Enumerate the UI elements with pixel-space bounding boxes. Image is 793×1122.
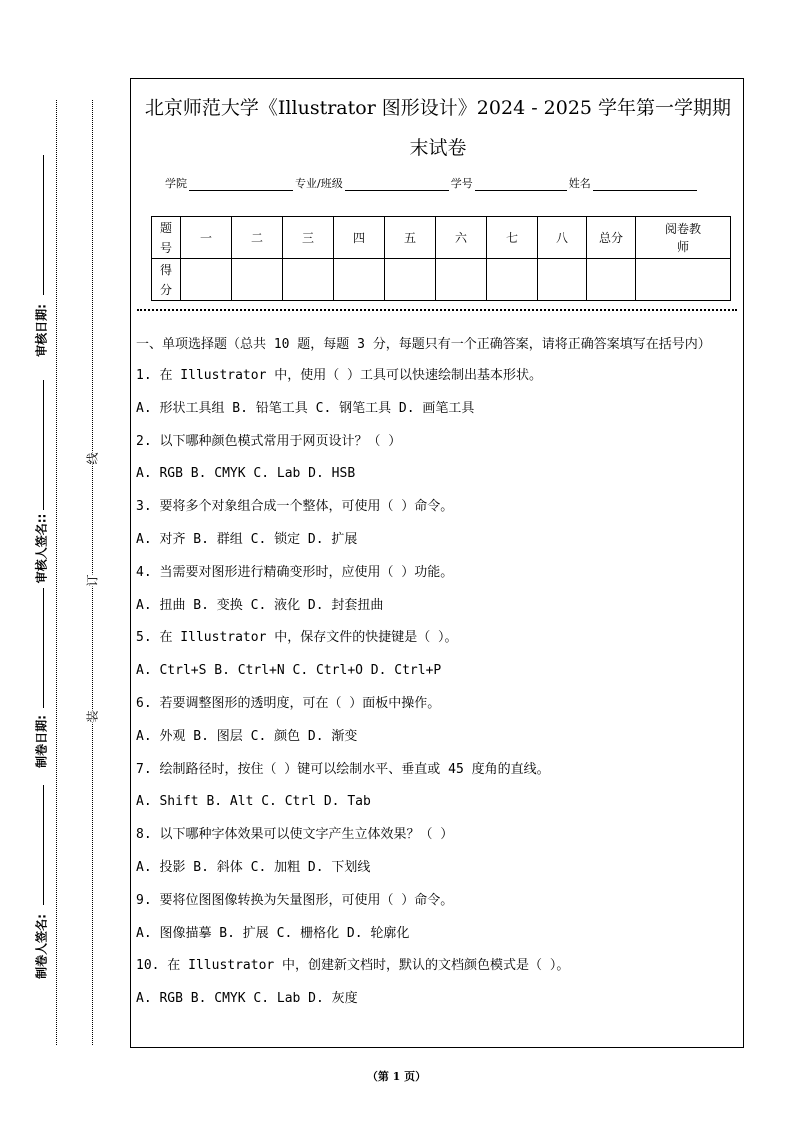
score-cell-reviewer[interactable] — [636, 259, 731, 301]
college-label: 学院 — [165, 177, 187, 190]
score-cell[interactable] — [232, 259, 283, 301]
reviewer-signature-blank — [43, 380, 44, 510]
question-options: A. Shift B. Alt C. Ctrl D. Tab — [136, 794, 371, 810]
margin-dotted-line-inner — [92, 100, 93, 1045]
question-options: A. 投影 B. 斜体 C. 加粗 D. 下划线 — [136, 859, 371, 875]
major-class-field[interactable] — [345, 178, 449, 191]
question-options: A. 扭曲 B. 变换 C. 液化 D. 封套扭曲 — [136, 597, 384, 613]
question-text: 7. 绘制路径时，按住（ ）键可以绘制水平、垂直或 45 度角的直线。 — [136, 761, 550, 777]
binding-mark-bind: 装 — [82, 710, 103, 722]
section-title: 一、单项选择题（总共 10 题，每题 3 分，每题只有一个正确答案，请将正确答案填写在括号内） — [136, 337, 711, 352]
col-8: 八 — [538, 217, 587, 259]
compiler-signature-label: 制卷人签名: — [34, 914, 49, 979]
col-2: 二 — [232, 217, 283, 259]
score-cell[interactable] — [334, 259, 385, 301]
question-text: 9. 要将位图图像转换为矢量图形，可使用（ ）命令。 — [136, 892, 454, 908]
compile-date-label: 制卷日期: — [34, 715, 49, 768]
major-class-label: 专业/班级 — [295, 177, 343, 190]
student-id-field[interactable] — [475, 178, 567, 191]
question-text: 4. 当需要对图形进行精确变形时，应使用（ ）功能。 — [136, 564, 454, 580]
name-field[interactable] — [593, 178, 697, 191]
page-number: （第 1 页） — [366, 1070, 427, 1083]
score-table — [151, 216, 731, 301]
col-reviewer: 阅卷教师 — [636, 217, 731, 259]
question-text: 5. 在 Illustrator 中，保存文件的快捷键是（ ）。 — [136, 630, 458, 646]
name-label: 姓名 — [568, 177, 591, 190]
exam-title-line2: 末试卷 — [409, 137, 467, 159]
score-row-label: 得分 — [152, 259, 181, 301]
compiler-signature-blank — [43, 785, 44, 905]
score-cell-total[interactable] — [587, 259, 636, 301]
col-7: 七 — [487, 217, 538, 259]
question-options: A. 形状工具组 B. 铅笔工具 C. 钢笔工具 D. 画笔工具 — [136, 400, 475, 416]
question-options: A. Ctrl+S B. Ctrl+N C. Ctrl+O D. Ctrl+P — [136, 663, 442, 679]
col-total: 总分 — [587, 217, 636, 259]
question-text: 3. 要将多个对象组合成一个整体，可使用（ ）命令。 — [136, 499, 454, 515]
question-options: A. 外观 B. 图层 C. 颜色 D. 渐变 — [136, 728, 358, 744]
score-cell[interactable] — [538, 259, 587, 301]
question-text: 2. 以下哪种颜色模式常用于网页设计？（ ） — [136, 433, 402, 449]
score-cell[interactable] — [283, 259, 334, 301]
score-cell[interactable] — [385, 259, 436, 301]
exam-title-line1: 北京师范大学《Illustrator 图形设计》2024 - 2025 学年第一学期期 — [144, 97, 732, 119]
review-date-label: 审核日期: — [34, 304, 49, 357]
binding-mark-line: 线 — [82, 452, 103, 464]
question-options: A. RGB B. CMYK C. Lab D. HSB — [136, 466, 356, 482]
college-field[interactable] — [189, 178, 293, 191]
question-options: A. 图像描摹 B. 扩展 C. 栅格化 D. 轮廓化 — [136, 925, 410, 941]
review-date-blank — [43, 155, 44, 295]
score-cell[interactable] — [181, 259, 232, 301]
col-1: 一 — [181, 217, 232, 259]
question-options: A. 对齐 B. 群组 C. 锁定 D. 扩展 — [136, 531, 358, 547]
student-info-row — [165, 175, 699, 191]
col-3: 三 — [283, 217, 334, 259]
score-table-header-label: 题号 — [152, 217, 181, 259]
section-single-choice — [136, 334, 736, 1022]
binding-mark-staple: 订 — [82, 574, 103, 586]
col-6: 六 — [436, 217, 487, 259]
col-4: 四 — [334, 217, 385, 259]
margin-dotted-line-outer — [56, 100, 57, 1045]
question-options: A. RGB B. CMYK C. Lab D. 灰度 — [136, 991, 358, 1007]
reviewer-signature-label: 审核人签名:: — [34, 513, 49, 584]
question-text: 8. 以下哪种字体效果可以使文字产生立体效果？（ ） — [136, 827, 454, 843]
compile-date-blank — [43, 588, 44, 708]
question-text: 6. 若要调整图形的透明度，可在（ ）面板中操作。 — [136, 695, 441, 711]
question-text: 1. 在 Illustrator 中，使用（ ）工具可以快速绘制出基本形状。 — [136, 368, 543, 383]
dotted-separator — [137, 309, 737, 311]
question-text: 10. 在 Illustrator 中，创建新文档时，默认的文档颜色模式是（ ）。 — [136, 958, 570, 974]
col-5: 五 — [385, 217, 436, 259]
exam-frame — [130, 78, 744, 1048]
student-id-label: 学号 — [450, 177, 473, 190]
question-list — [136, 366, 736, 1022]
score-cell[interactable] — [487, 259, 538, 301]
score-cell[interactable] — [436, 259, 487, 301]
